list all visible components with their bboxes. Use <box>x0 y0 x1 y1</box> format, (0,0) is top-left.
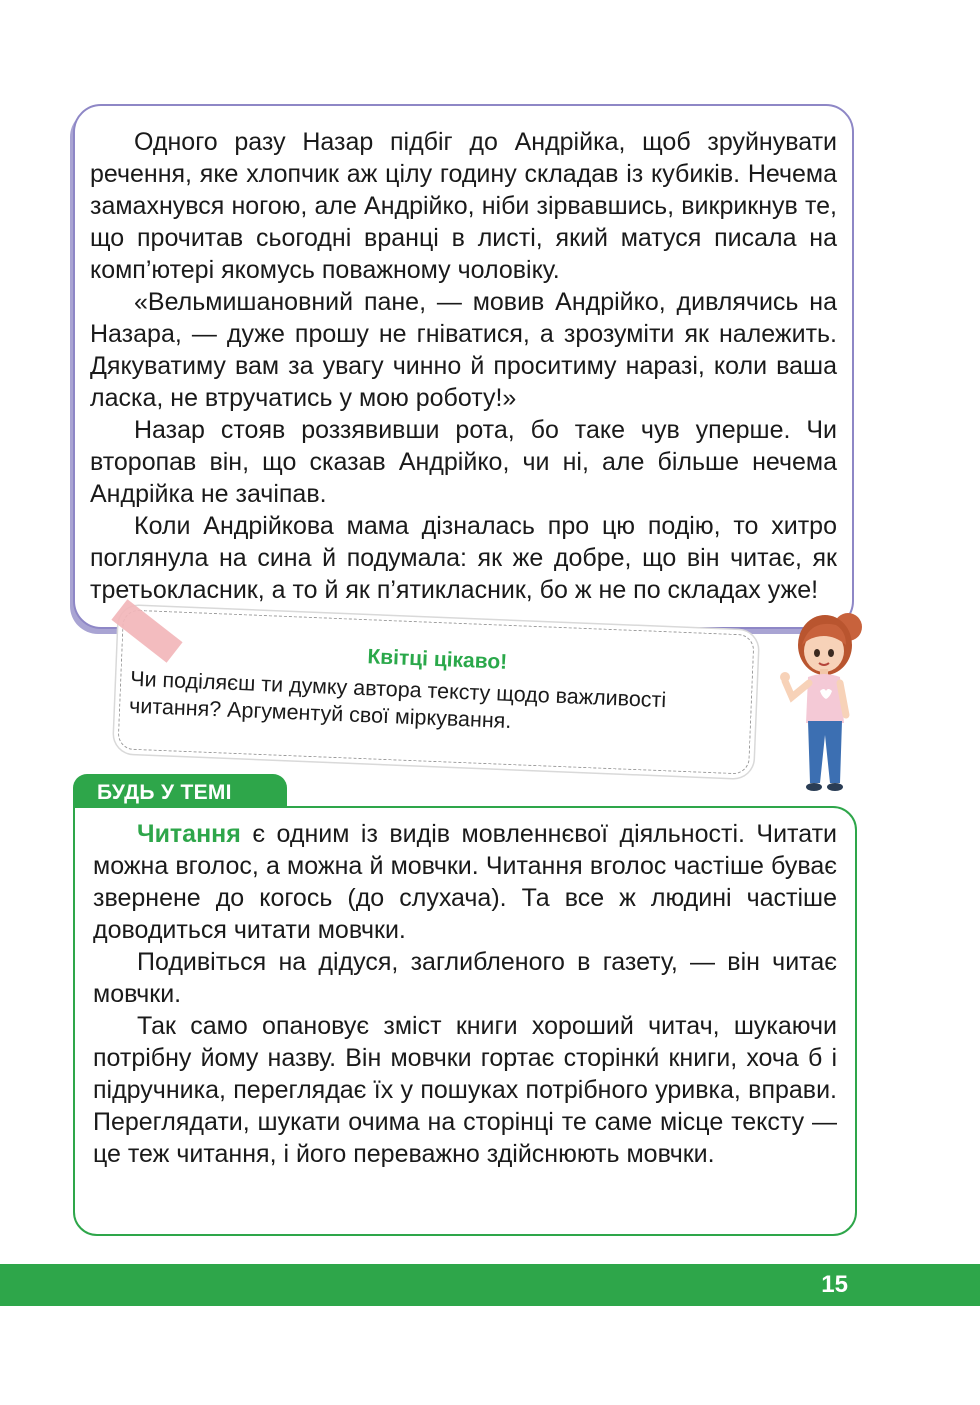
story-paragraph: Одного разу Назар підбіг до Андрійка, щоб зруйнувати речення, яке хлопчик аж цілу годину складав із кубиків. Нечема замахнувся ногою, але Андрійко, ніби зірвавшись, викрикнув те, що прочитав сьогодні вранці в листі, який матуся писала на комп’ютері якомусь поважному чоловіку. <box>90 128 837 284</box>
theme-paragraph: Подивіться на дідуся, заглибленого в газету, — він читає мовчки. <box>93 948 837 1008</box>
theme-paragraph-text: є одним із видів мовленнєвої діяльності. Читати можна вголос, а можна й мовчки. Читання вголос частіше буває звернене до когось (до слухача). Та все ж людині частіше доводиться читати мовчки. <box>93 820 837 944</box>
note-text: Чи поділяєш ти думку автора тексту щодо важливості читання? Аргументуй свої міркування. <box>128 666 667 734</box>
theme-tab: БУДЬ У ТЕМІ <box>73 774 287 812</box>
story-paragraph: Коли Андрійкова мама дізналась про цю подію, то хитро поглянула на сина й подумала: як же добре, що він читає, як третьокласник, а то й як п’ятикласник, бо ж не по складах уже! <box>90 512 837 604</box>
girl-illustration-icon <box>780 605 870 795</box>
note-card <box>117 609 754 774</box>
footer-bar <box>0 1264 980 1306</box>
theme-paragraph <box>93 818 837 946</box>
reading-term: Читання <box>137 820 241 848</box>
page-number: 15 <box>821 1271 848 1298</box>
story-paragraph: «Вельмишановний пане, — мовив Андрійко, дивлячись на Назара, — дуже прошу не гніватися, а зрозуміти як належить. Дякуватиму вам за увагу чинно й проситиму наразі, коли ваша ласка, не втручатись у мою роботу!» <box>90 288 837 412</box>
note-title: Квітці цікаво! <box>366 645 508 674</box>
theme-paragraph: Так само опановує зміст книги хороший читач, шукаючи потрібну йому назву. Він мовчки гортає сторінки́ книги, хоча б і підручника, переглядає їх у пошуках потрібного уривка, вправи. Переглядати, шукати очима на сторінці те саме місце тексту — це теж читання, і його переважно здійснюють мовчки. <box>93 1012 837 1168</box>
story-box <box>73 104 854 629</box>
theme-box <box>73 806 857 1236</box>
story-paragraph: Назар стояв роззявивши рота, бо таке чув уперше. Чи второпав він, що сказав Андрійко, чи ні, але більше нечема Андрійка не зачіпав. <box>90 416 837 508</box>
